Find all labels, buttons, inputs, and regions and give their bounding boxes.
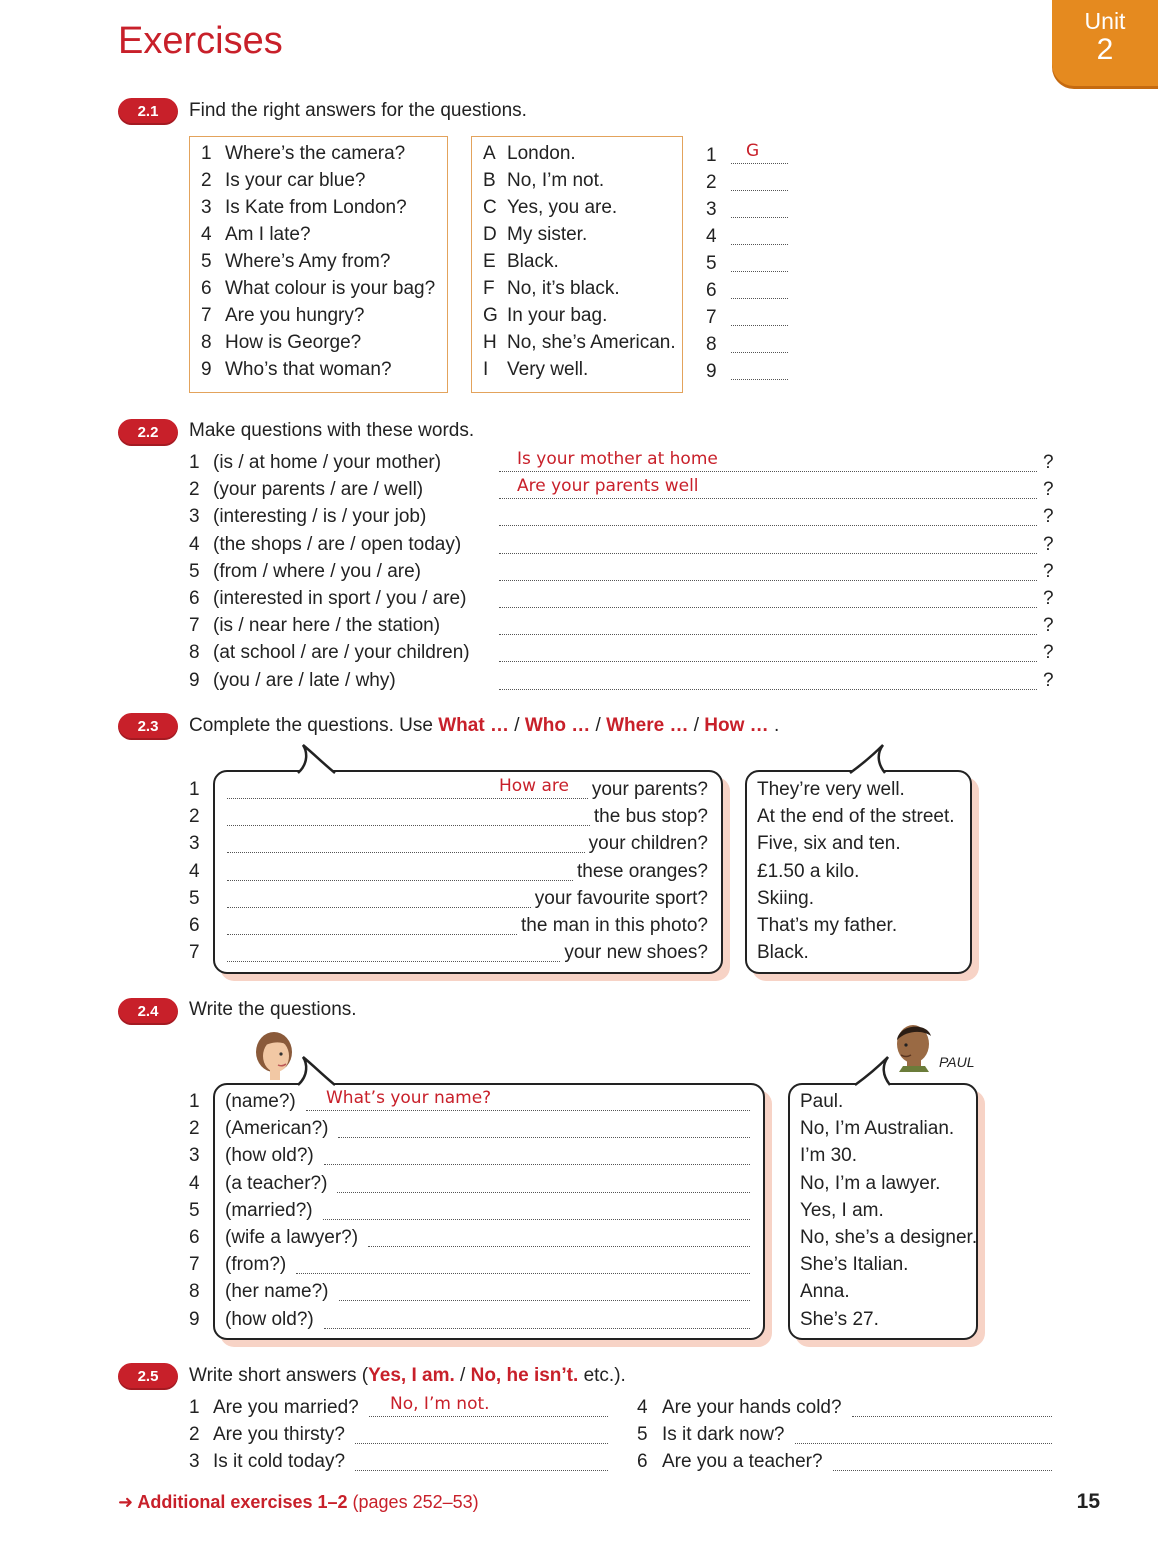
word-prompt: (from / where / you / are) (213, 560, 422, 582)
exercise-heading-2-4: Write the questions. (189, 999, 357, 1020)
question-mark: ? (1043, 615, 1054, 637)
question-ending: the man in this photo? (521, 915, 708, 936)
answer-letter: C (483, 197, 497, 218)
separator: / (688, 715, 705, 736)
item-number: 5 (637, 1424, 648, 1445)
answer-line[interactable] (337, 1192, 750, 1193)
question-number: 1 (201, 143, 212, 164)
response-text: £1.50 a kilo. (757, 860, 860, 882)
separator: / (590, 715, 607, 736)
bubble-tail (295, 743, 345, 775)
keyword-where: Where … (606, 715, 689, 736)
answer-line[interactable] (499, 580, 1037, 581)
question-mark: ? (1043, 506, 1054, 528)
response-text: They’re very well. (757, 779, 905, 800)
word-prompt: (is / at home / your mother) (213, 452, 442, 473)
exercise-heading-2-2: Make questions with these words. (189, 420, 475, 441)
question-text: Who’s that woman? (225, 359, 392, 380)
response-text: Black. (757, 942, 809, 964)
heading-text: Write short answers ( (189, 1365, 369, 1386)
answer-text: No, I’m not. (507, 170, 605, 191)
question-text: Are you thirsty? (213, 1424, 345, 1445)
question-text: Is Kate from London? (225, 197, 407, 218)
item-number: 7 (189, 942, 200, 964)
written-answer: How are (499, 776, 569, 796)
exercise-heading-2-5 (189, 1365, 626, 1387)
answer-line[interactable] (323, 1219, 750, 1220)
answer-line[interactable] (499, 634, 1037, 635)
question-mark: ? (1043, 533, 1054, 555)
response-text: No, I’m a lawyer. (800, 1172, 941, 1194)
item-number: 4 (637, 1397, 648, 1418)
keyword-how: How … (704, 715, 769, 736)
prompt-text: (name?) (225, 1091, 296, 1112)
answer-line[interactable] (227, 934, 517, 935)
item-number: 6 (189, 915, 200, 936)
item-number: 4 (189, 860, 200, 882)
question-ending: your children? (588, 833, 708, 855)
paul-label: PAUL (939, 1054, 975, 1070)
answer-line[interactable] (499, 471, 1037, 472)
question-text: Is it cold today? (213, 1451, 346, 1472)
question-ending: your parents? (591, 779, 708, 800)
response-text: Paul. (800, 1091, 844, 1112)
key-number: 4 (706, 226, 717, 247)
footer-pages: (pages 252–53) (347, 1492, 479, 1512)
answer-text: No, she’s American. (507, 332, 676, 353)
question-number: 2 (201, 170, 212, 191)
question-ending: your favourite sport? (534, 887, 708, 909)
item-number: 7 (189, 615, 200, 637)
footer-link-text: ➜ Additional exercises 1–2 (118, 1492, 348, 1512)
key-number: 3 (706, 199, 717, 220)
item-number: 3 (189, 1145, 200, 1167)
item-number: 5 (189, 1199, 200, 1221)
answer-letter: G (483, 305, 498, 326)
key-number: 8 (706, 334, 717, 355)
question-mark: ? (1043, 588, 1054, 609)
item-number: 8 (189, 642, 200, 664)
response-text: Yes, I am. (800, 1199, 884, 1221)
key-example-answer: G (746, 141, 760, 161)
answer-letter: H (483, 332, 497, 353)
answer-text: My sister. (507, 224, 588, 245)
question-number: 3 (201, 197, 212, 218)
key-answer-line[interactable] (731, 379, 788, 380)
answer-line[interactable] (499, 607, 1037, 608)
answer-line[interactable] (296, 1273, 750, 1274)
unit-tab (1052, 0, 1158, 86)
item-number: 2 (189, 479, 200, 501)
question-number: 9 (201, 359, 212, 380)
item-number: 8 (189, 1281, 200, 1303)
answer-text: London. (507, 143, 576, 164)
item-number: 6 (189, 1227, 200, 1248)
item-number: 1 (189, 1397, 200, 1418)
item-number: 3 (189, 506, 200, 528)
word-prompt: (is / near here / the station) (213, 615, 441, 637)
answer-line[interactable] (324, 1164, 750, 1165)
answer-line[interactable] (499, 553, 1037, 554)
answer-text: Very well. (507, 359, 589, 380)
response-text: Anna. (800, 1281, 850, 1303)
question-text: Is your car blue? (225, 170, 366, 191)
word-prompt: (your parents / are / well) (213, 479, 424, 501)
bubble-tail (845, 743, 895, 775)
response-text: Skiing. (757, 887, 815, 909)
question-text: Are you a teacher? (662, 1451, 823, 1472)
answer-line[interactable] (227, 961, 560, 962)
answer-line[interactable] (227, 880, 573, 881)
answer-line[interactable] (499, 689, 1037, 690)
key-number: 1 (706, 145, 717, 166)
item-number: 7 (189, 1254, 200, 1276)
word-prompt: (interesting / is / your job) (213, 506, 427, 528)
exercise-badge-2-1: 2.1 (118, 98, 178, 125)
keyword-what: What … (438, 715, 509, 736)
prompt-text: (wife a lawyer?) (225, 1227, 359, 1248)
key-answer-line[interactable] (731, 217, 788, 218)
key-number: 6 (706, 280, 717, 301)
written-answer: Are your parents well (517, 476, 699, 497)
item-number: 5 (189, 560, 200, 582)
item-number: 1 (189, 452, 200, 473)
exercise-badge-2-2: 2.2 (118, 419, 178, 446)
woman-face-icon (248, 1030, 296, 1080)
answer-text: Black. (507, 251, 559, 272)
item-number: 3 (189, 1451, 200, 1472)
question-number: 4 (201, 224, 212, 245)
item-number: 2 (189, 1118, 200, 1140)
question-text: Are your hands cold? (662, 1397, 842, 1418)
response-text: No, I’m Australian. (800, 1118, 955, 1140)
page-number: 15 (1076, 1490, 1100, 1513)
word-prompt: (the shops / are / open today) (213, 533, 462, 555)
question-text: Is it dark now? (662, 1424, 785, 1445)
exercise-heading-2-1: Find the right answers for the questions. (189, 100, 527, 121)
key-number: 5 (706, 253, 717, 274)
key-answer-line[interactable] (731, 244, 788, 245)
item-number: 1 (189, 1091, 200, 1112)
response-text: She’s 27. (800, 1308, 879, 1330)
prompt-text: (a teacher?) (225, 1172, 328, 1194)
answer-line[interactable] (852, 1416, 1052, 1417)
answer-letter: A (483, 143, 496, 164)
item-number: 6 (189, 588, 200, 609)
answer-letter: D (483, 224, 497, 245)
question-text: Am I late? (225, 224, 311, 245)
question-ending: these oranges? (577, 860, 708, 882)
answer-line[interactable] (227, 798, 588, 799)
answer-line[interactable] (306, 1110, 750, 1111)
answer-line[interactable] (833, 1470, 1052, 1471)
item-number: 2 (189, 1424, 200, 1445)
response-text: She’s Italian. (800, 1254, 909, 1276)
key-answer-line[interactable] (731, 352, 788, 353)
answer-letter: I (483, 359, 489, 380)
written-answer: Is your mother at home (517, 449, 718, 469)
question-number: 6 (201, 278, 212, 299)
answer-line[interactable] (227, 852, 585, 853)
separator: / (454, 1365, 471, 1386)
item-number: 4 (189, 1172, 200, 1194)
unit-label: Unit (1084, 8, 1126, 34)
item-number: 6 (637, 1451, 648, 1472)
exercise-badge-2-4: 2.4 (118, 998, 178, 1025)
answer-line[interactable] (338, 1137, 750, 1138)
key-answer-line[interactable] (731, 325, 788, 326)
key-number: 7 (706, 307, 717, 328)
bubble-tail (850, 1055, 900, 1087)
prompt-text: (American?) (225, 1118, 329, 1140)
prompt-text: (how old?) (225, 1145, 314, 1167)
question-mark: ? (1043, 642, 1054, 664)
written-answer: No, I’m not. (390, 1394, 490, 1414)
question-number: 8 (201, 332, 212, 353)
heading-end: etc.). (578, 1365, 626, 1386)
written-answer: What’s your name? (326, 1088, 492, 1108)
item-number: 5 (189, 887, 200, 909)
question-mark: ? (1043, 560, 1054, 582)
question-ending: the bus stop? (593, 806, 708, 828)
prompt-text: (married?) (225, 1199, 313, 1221)
item-number: 1 (189, 779, 200, 800)
key-number: 9 (706, 361, 717, 382)
answer-line[interactable] (369, 1416, 608, 1417)
answer-text: Yes, you are. (507, 197, 618, 218)
question-text: How is George? (225, 332, 362, 353)
prompt-text: (from?) (225, 1254, 287, 1276)
answer-line[interactable] (324, 1328, 750, 1329)
question-ending: your new shoes? (564, 942, 708, 964)
question-text: Where’s the camera? (225, 143, 406, 164)
item-number: 9 (189, 1308, 200, 1330)
page-title: Exercises (118, 20, 283, 62)
item-number: 3 (189, 833, 200, 855)
answer-letter: B (483, 170, 496, 191)
question-text: Are you married? (213, 1397, 359, 1418)
answer-line[interactable] (499, 661, 1037, 662)
exercise-badge-2-5: 2.5 (118, 1363, 178, 1390)
question-text: What colour is your bag? (225, 278, 436, 299)
item-number: 2 (189, 806, 200, 828)
exercise-heading-2-3 (189, 715, 779, 737)
unit-number: 2 (1096, 33, 1114, 66)
response-text: I’m 30. (800, 1145, 858, 1167)
question-mark: ? (1043, 452, 1054, 473)
key-answer-line[interactable] (731, 271, 788, 272)
heading-text: Complete the questions. Use (189, 715, 439, 736)
response-text: That’s my father. (757, 915, 898, 936)
prompt-text: (her name?) (225, 1281, 329, 1303)
answer-line[interactable] (368, 1246, 750, 1247)
word-prompt: (you / are / late / why) (213, 669, 396, 691)
question-text: Where’s Amy from? (225, 251, 391, 272)
answer-line[interactable] (355, 1443, 608, 1444)
key-number: 2 (706, 172, 717, 193)
example-no: No, he isn’t. (470, 1365, 579, 1386)
bubble-tail (295, 1055, 345, 1087)
prompt-text: (how old?) (225, 1308, 314, 1330)
answer-line[interactable] (499, 498, 1037, 499)
answer-line[interactable] (499, 525, 1037, 526)
key-answer-line[interactable] (731, 163, 788, 164)
exercise-badge-2-3: 2.3 (118, 713, 178, 740)
question-mark: ? (1043, 479, 1054, 501)
item-number: 9 (189, 669, 200, 691)
question-number: 7 (201, 305, 212, 326)
word-prompt: (at school / are / your children) (213, 642, 470, 664)
answer-line[interactable] (227, 825, 590, 826)
key-answer-line[interactable] (731, 190, 788, 191)
separator: / (508, 715, 525, 736)
answer-line[interactable] (339, 1300, 751, 1301)
response-text: Five, six and ten. (757, 833, 901, 855)
example-yes: Yes, I am. (368, 1365, 455, 1386)
answer-line[interactable] (355, 1470, 608, 1471)
response-text: At the end of the street. (757, 806, 955, 828)
question-text: Are you hungry? (225, 305, 365, 326)
answer-line[interactable] (227, 907, 531, 908)
answer-letter: F (483, 278, 495, 299)
keyword-who: Who … (524, 715, 591, 736)
response-text: No, she’s a designer. (800, 1227, 978, 1248)
answer-line[interactable] (795, 1443, 1053, 1444)
question-mark: ? (1043, 669, 1054, 691)
word-prompt: (interested in sport / you / are) (213, 588, 467, 609)
heading-end: . (768, 715, 780, 736)
item-number: 4 (189, 533, 200, 555)
answer-letter: E (483, 251, 496, 272)
question-number: 5 (201, 251, 212, 272)
additional-exercises-link[interactable] (118, 1492, 479, 1513)
answer-text: No, it’s black. (507, 278, 620, 299)
answer-text: In your bag. (507, 305, 608, 326)
key-answer-line[interactable] (731, 298, 788, 299)
